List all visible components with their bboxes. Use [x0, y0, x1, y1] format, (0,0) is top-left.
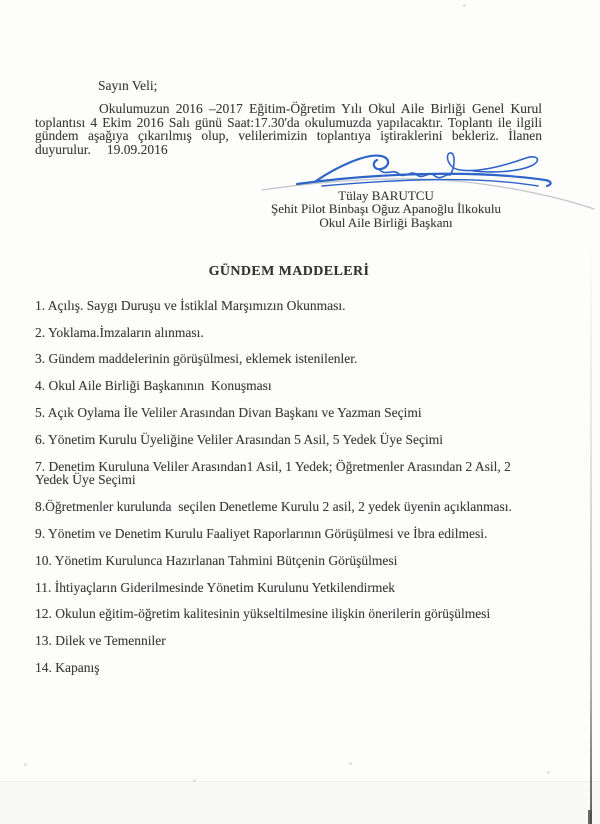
- signatory-name: Tülay BARUTCU: [338, 188, 434, 203]
- agenda-item-5: 5. Açık Oylama İle Veliler Arasından Divan Başkanı ve Yazman Seçimi: [35, 404, 422, 420]
- scan-speck: [547, 771, 550, 774]
- agenda-item-12: 12. Okulun eğitim-öğretim kalitesinin yükseltilmesine ilişkin önerilerin görüşülmesi: [35, 606, 491, 622]
- announcement-paragraph: [35, 102, 542, 156]
- scan-speck: [24, 763, 27, 766]
- agenda-item-4: 4. Okul Aile Birliği Başkanının Konuşması: [35, 378, 272, 394]
- scan-edge-line: [590, 235, 592, 824]
- signatory-title: Okul Aile Birliği Başkanı: [319, 214, 453, 230]
- agenda-item-7: 7. Denetim Kuruluna Veliler Arasından1 Asil, 1 Yedek; Öğretmenler Arasından 2 Asil, 2 Yedek Üye Seçimi: [35, 458, 514, 488]
- agenda-item-3: 3. Gündem maddelerinin görüşülmesi, eklemek istenilenler.: [35, 351, 358, 367]
- scan-edge-mark: [588, 810, 592, 824]
- agenda-item-8: 8.Öğretmenler kurulunda seçilen Denetleme Kurulu 2 asil, 2 yedek üyenin açıklanması.: [35, 499, 512, 515]
- scan-shading-band: [0, 781, 600, 824]
- agenda-item-6: 6. Yönetim Kurulu Üyeliğine Veliler Arasından 5 Asil, 5 Yedek Üye Seçimi: [35, 431, 443, 447]
- scan-speck: [463, 4, 466, 7]
- scan-speck: [193, 779, 196, 782]
- letter-date: 19.09.2016: [106, 141, 168, 157]
- signature-ink-strokes: [297, 153, 551, 186]
- agenda-item-13: 13. Dilek ve Temenniler: [35, 633, 166, 649]
- agenda-item-14: 14. Kapanış: [35, 659, 100, 675]
- signature-block: [230, 189, 542, 229]
- agenda-item-1: 1. Açılış. Saygı Duruşu ve İstiklal Marşımızın Okunması.: [35, 297, 346, 313]
- agenda-item-11: 11. İhtiyaçların Giderilmesinde Yönetim Kurulunu Yetkilendirmek: [35, 579, 396, 595]
- agenda-item-9: 9. Yönetim ve Denetim Kurulu Faaliyet Raporlarının Görüşülmesi ve İbra edilmesi.: [35, 525, 488, 541]
- scan-speck: [349, 762, 352, 765]
- agenda-item-2: 2. Yoklama.İmzaların alınması.: [35, 324, 204, 340]
- signatory-organization: Şehit Pilot Binbaşı Oğuz Apanoğlu İlkokulu: [270, 201, 502, 217]
- salutation: Sayın Veli;: [98, 78, 158, 93]
- announcement-text: Okulumuzun 2016 –2017 Eğitim-Öğretim Yılı Okul Aile Birliği Genel Kurul toplantısı 4 Ekim 2016 Salı günü Saat:17.30'da okulumuzda yapılacaktır. Toplantı ile ilgili gündem aşağıya çıkarılmış olup, velilerimizin toplantıya iştiraklerini bekleriz. İlanen duyurulur.: [35, 101, 542, 157]
- agenda-section: [35, 265, 543, 688]
- agenda-heading: GÜNDEM MADDELERİ: [208, 264, 370, 279]
- agenda-item-10: 10. Yönetim Kurulunca Hazırlanan Tahmini Bütçenin Görüşülmesi: [35, 552, 398, 568]
